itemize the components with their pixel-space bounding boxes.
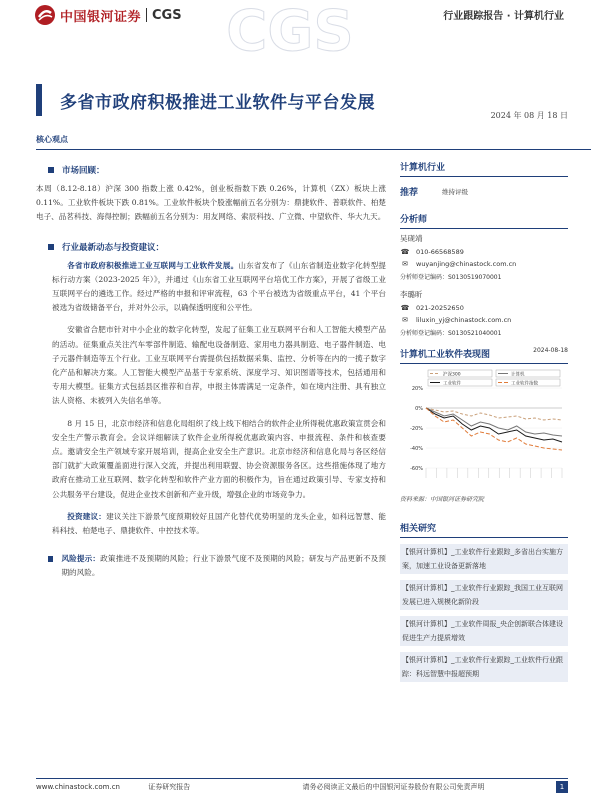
title-accent-bar	[36, 84, 42, 116]
news-paragraph-2: 安徽省合肥市针对中小企业的数字化转型，发起了征集工业互联网平台和人工智能大模型产品的活动。征集重点关注汽车零部件制造、输配电设备制造、家用电力器具制造、电子器件制造、电子元器件制造等五个行业。工业互联网平台需提供包括数据采集、监控、分析等在内的一揽子数字化产品和解决方案。人工智能大模型产品基于专家系统、深度学习、知识图谱等技术，包括通用和专用大模型。征集方式包括县区推荐和自荐，申报主体需满足一定条件，如在境内注册、具有独立法人资格、未被列入失信名单等。	[52, 325, 386, 406]
page-footer	[36, 778, 568, 792]
y-tick-label: 20%	[411, 386, 423, 392]
y-tick-label: 0%	[415, 406, 423, 412]
investment-advice: 投资建议：建议关注下游景气度预期较好且国产化替代优势明显的龙头企业，如科远智慧、能科科技、柏楚电子、鼎捷软件、中控技术等。	[52, 511, 386, 536]
report-tag: 行业跟踪报告 · 计算机行业	[443, 11, 564, 22]
analyst-name: 李璐昕	[400, 290, 423, 299]
logo	[34, 4, 182, 26]
brand-divider	[146, 8, 147, 22]
analyst-email-row: ✉ liluxin_yj@chinastock.com.cn	[400, 316, 568, 324]
industry-heading: 计算机行业	[400, 160, 568, 177]
page-title: 多省市政府积极推进工业软件与平台发展	[60, 93, 375, 113]
bullet-square-icon	[48, 556, 53, 562]
rating-row	[400, 185, 568, 198]
related-item[interactable]: 【银河计算机】_工业软件行业跟踪_多省出台实施方案，加速工业设备更新落地	[400, 544, 568, 574]
series-line	[426, 408, 562, 450]
market-review-text: 本周（8.12-8.18）沪深 300 指数上涨 0.42%，创业板指数下跌 0.26%，计算机（ZX）板块上涨 0.11%。工业软件板块下跌 0.81%。工业软件板块个股涨幅前五名分别为：鼎捷软件、普联软件、柏楚电子、品茗科技、海得控制；跌幅前五名分别为：用友网络、索辰科技、广立微、中望软件、华大九天。	[36, 184, 386, 222]
legend-label: 工业软件	[443, 381, 461, 387]
email-icon: ✉	[402, 316, 408, 324]
core-view-label: 核心观点	[36, 134, 591, 150]
analyst-heading: 分析师	[400, 212, 568, 229]
rating-value: 维持评级	[442, 188, 468, 196]
analyst-block-1	[400, 233, 568, 281]
news-paragraph-3: 8 月 15 日，北京市经济和信息化局组织了线上线下相结合的软件企业所得税优惠政策宣贯会和安全生产警示教育会。会议详细解读了软件企业所得税优惠政策内容、申报流程、条件和核查要点。邀请安全生产领域专家开展培训，提高企业安全生产意识。北京市经济和信息化局与各区经信部门就扩大政策覆盖面进行深入交流，并提出利用联盟、协会资源服务各区。这些措施体现了地方政府在推动工业互联网、数字化转型和软件产业方面的积极作为，旨在通过政策引导、专家支持和公共服务平台建设，促进企业技术创新和产业升级，增强企业的市场竞争力。	[52, 418, 386, 499]
brand-name-en: CGS	[152, 7, 182, 23]
y-tick-label: -60%	[410, 466, 423, 472]
analyst-phone-row: ☎ 021-20252650	[400, 304, 464, 312]
analyst-cert: 分析师登记编码：S0130521040001	[400, 330, 502, 337]
analyst-name: 吴砚靖	[400, 234, 423, 243]
footer-disclaimer: 请务必阅读正文最后的中国银河证券股份有限公司免责声明	[302, 783, 485, 791]
related-heading: 相关研究	[400, 521, 568, 538]
footer-site[interactable]: www.chinastock.com.cn	[36, 783, 120, 791]
chart-date: 2024-08-18	[533, 347, 568, 354]
phone-icon: ☎	[400, 248, 410, 256]
bullet-square-icon	[48, 167, 54, 173]
news-paragraph-1: 各省市政府积极推进工业互联网与工业软件发展。山东省发布了《山东省制造业数字化转型提标行动方案（2023-2025 年）》，并通过《山东省工业互联网平台培优工作方案》，开展了省级工业互联网平台的遴选工作。经过严格的申报和评审流程，63 个平台被选为省级重点平台，41 个平台被选为省级储备平台，并对外公示，以确保透明度和公平性。	[52, 260, 386, 313]
performance-chart	[400, 364, 568, 488]
analyst-block-2	[400, 289, 568, 337]
email-icon: ✉	[402, 260, 408, 268]
page-number: 1	[556, 781, 568, 793]
related-item[interactable]: 【银河计算机】_工业软件行业跟踪_工业软件行业跟踪：科远智慧中报超预期	[400, 652, 568, 682]
risk-text: 风险提示：政策推进不及预期的风险；行业下游景气度不及预期的风险；研发与产品更新不及预期的风险。	[61, 554, 386, 578]
market-review-heading: 市场回顾：	[36, 164, 386, 176]
risk-block	[36, 552, 386, 580]
rating-label: 推荐	[400, 188, 419, 198]
svg-text:CGS: CGS	[226, 0, 354, 58]
legend-label: 沪深300	[443, 372, 461, 378]
brand-name-cn: 中国银河证券	[60, 9, 142, 25]
analyst-cert: 分析师登记编码：S0130519070001	[400, 274, 502, 281]
report-date: 2024 年 08 月 18 日	[490, 111, 568, 120]
y-tick-label: -40%	[410, 446, 423, 452]
analyst-phone-row: ☎ 010-66568589	[400, 248, 464, 256]
legend-label: 计算机	[511, 372, 525, 378]
footer-service: 证券研究报告	[148, 783, 191, 791]
related-item[interactable]: 【银河计算机】_工业软件行业跟踪_我国工业互联网发展已进入规模化新阶段	[400, 580, 568, 610]
cgs-logo-icon	[34, 4, 56, 26]
news-heading: 行业最新动态与投资建议：	[36, 241, 386, 253]
phone-icon: ☎	[400, 304, 410, 312]
bullet-square-icon	[48, 244, 54, 250]
page-header	[0, 0, 600, 58]
related-item[interactable]: 【银河计算机】_工业软件周报_央企创新联合体建设促进生产力提质增效	[400, 616, 568, 646]
chart-heading: 计算机工业软件表现图 2024-08-18	[400, 347, 568, 364]
analyst-email-row: ✉ wuyanjing@chinastock.com.cn	[400, 260, 568, 268]
sidebar	[400, 160, 568, 688]
y-tick-label: -20%	[410, 426, 423, 432]
legend-label: 工业软件指数	[511, 381, 538, 387]
main-column	[36, 134, 386, 581]
cgs-watermark-icon	[220, 0, 360, 58]
chart-source: 资料来源：中国银河证券研究院	[400, 496, 485, 503]
series-line	[426, 408, 562, 420]
